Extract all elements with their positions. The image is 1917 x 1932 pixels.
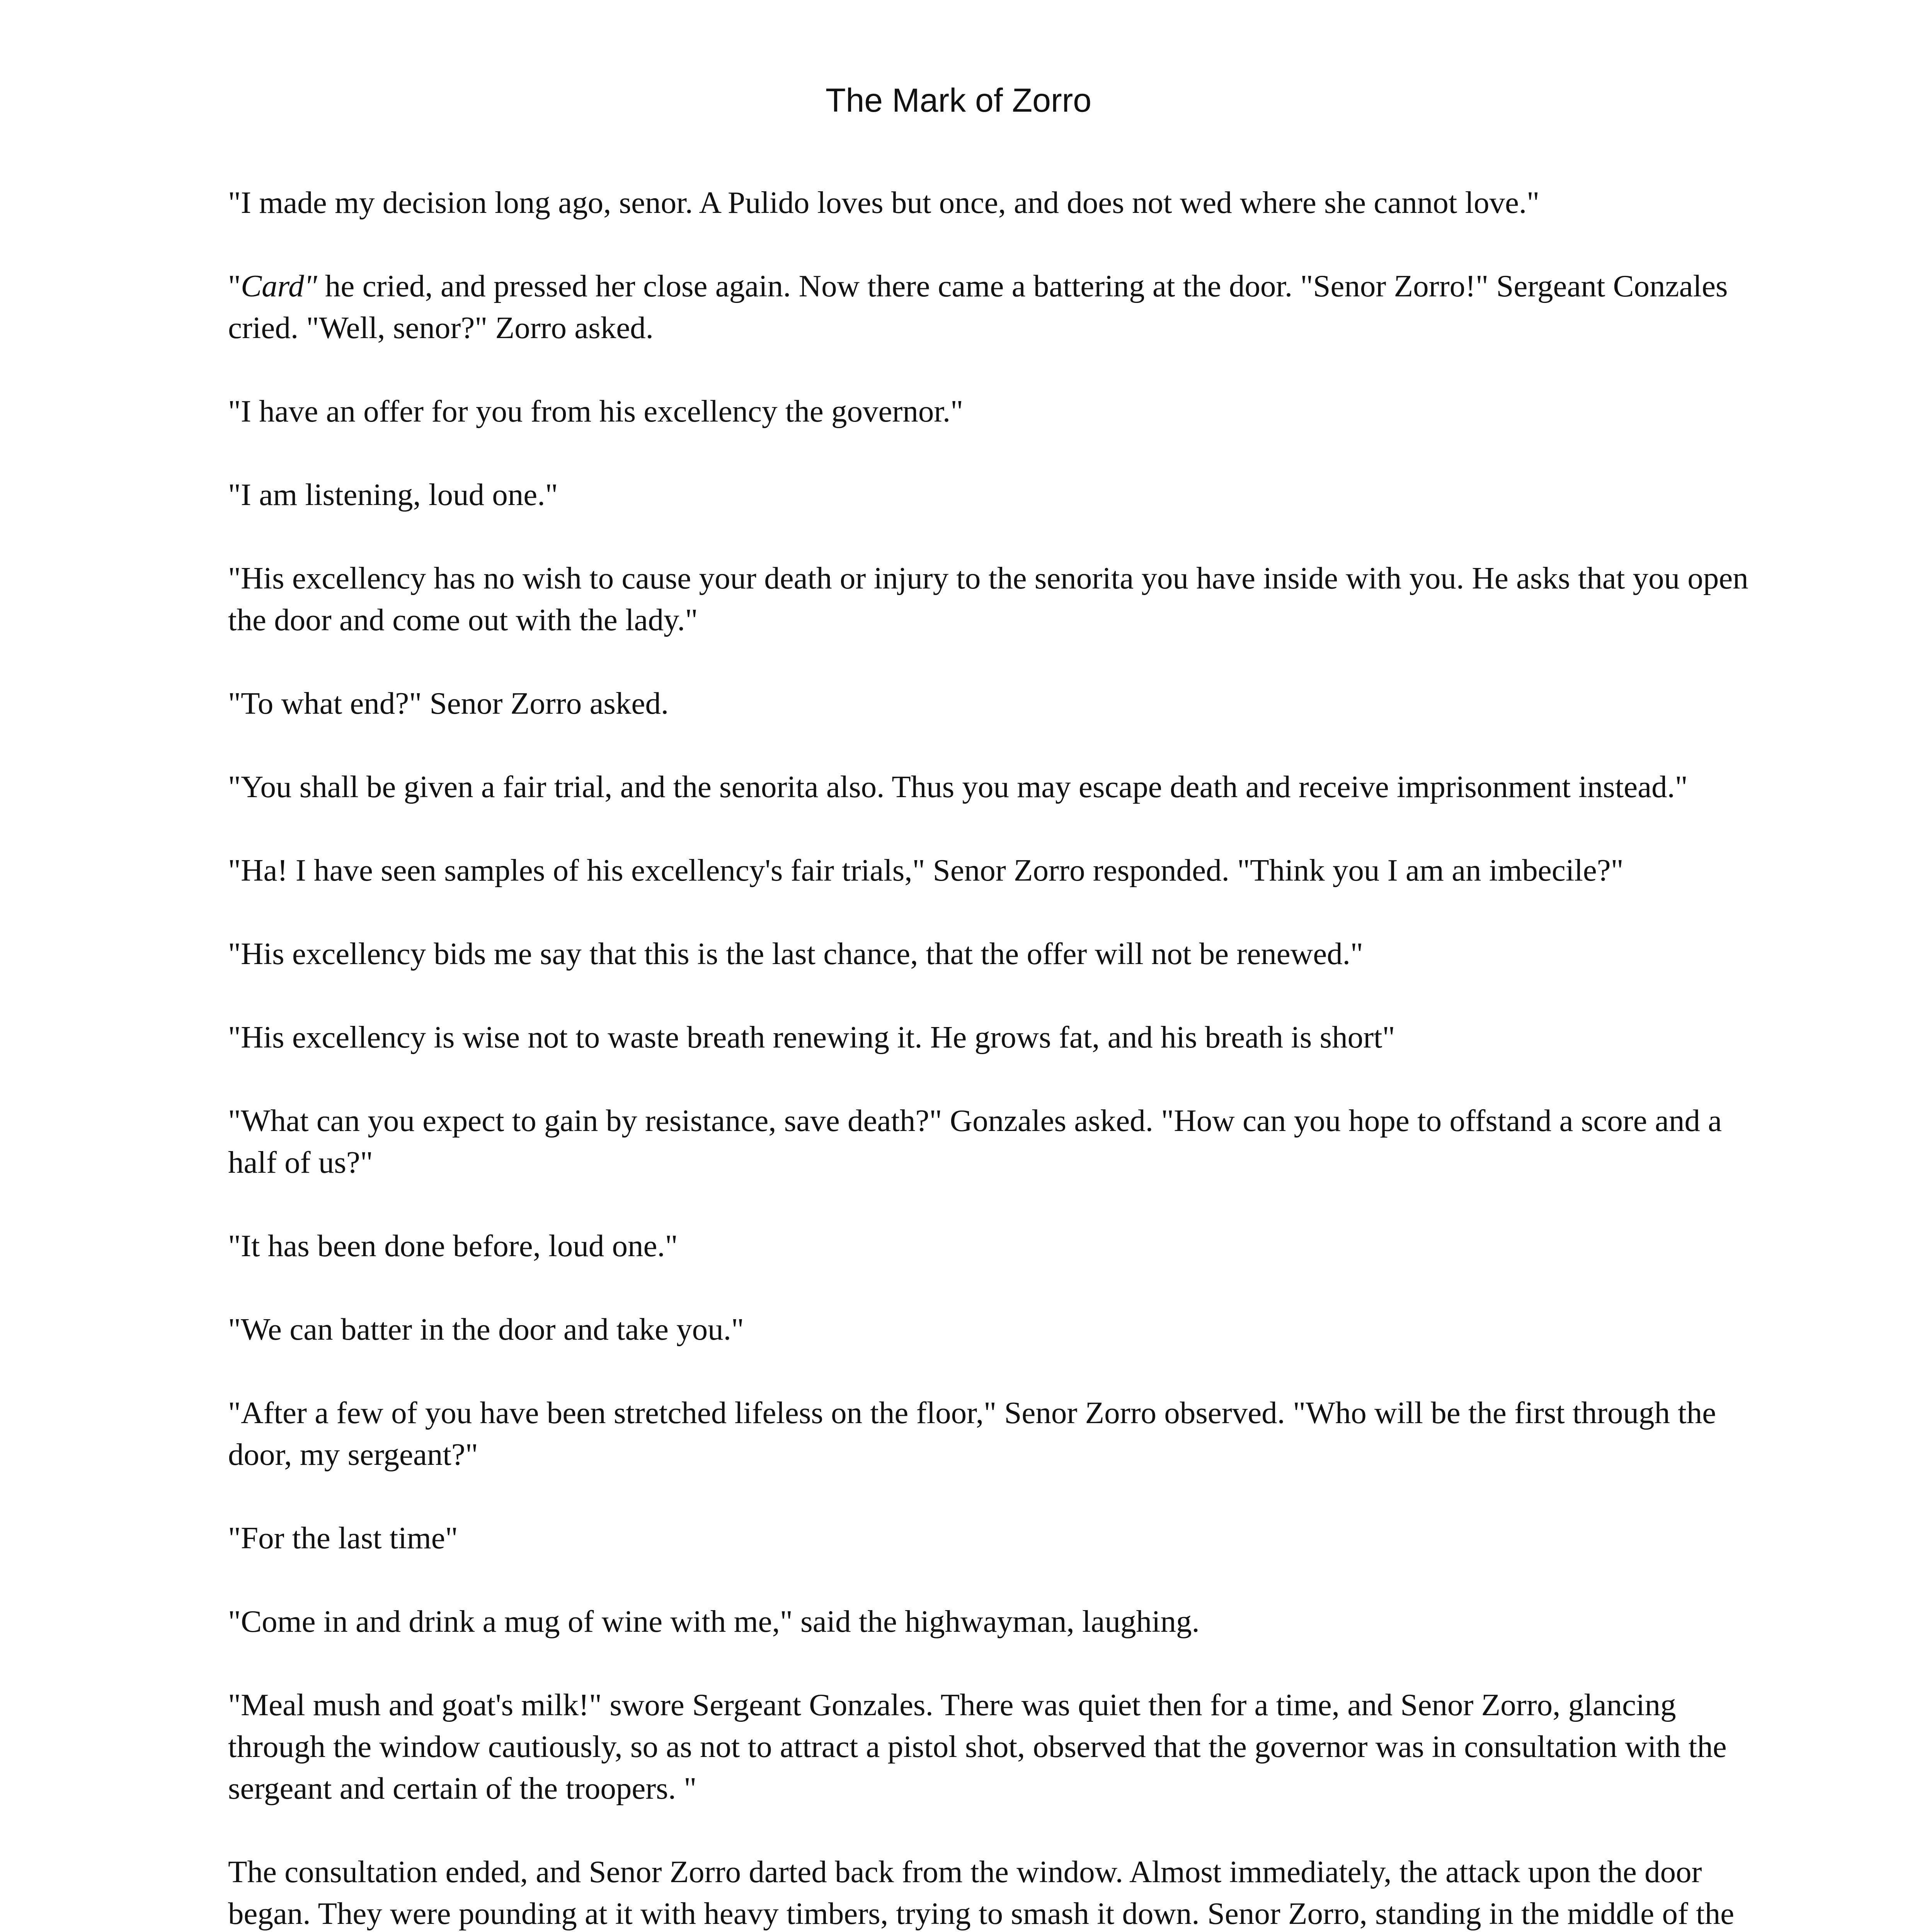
paragraph: "His excellency is wise not to waste breath renewing it. He grows fat, and his breath is short" xyxy=(228,1020,1395,1054)
paragraph: "What can you expect to gain by resistance, save death?" Gonzales asked. "How can you hope to offstand a score and a half of us?" xyxy=(228,1103,1722,1180)
paragraph xyxy=(228,265,1759,349)
paragraph: "To what end?" Senor Zorro asked. xyxy=(228,686,669,721)
paragraph: "His excellency has no wish to cause your death or injury to the senorita you have inside with you. He asks that you open the door and come out with the lady." xyxy=(228,561,1748,637)
paragraph: "Come in and drink a mug of wine with me," said the highwayman, laughing. xyxy=(228,1604,1200,1639)
paragraph: "I made my decision long ago, senor. A Pulido loves but once, and does not wed where she cannot love." xyxy=(228,185,1540,220)
paragraph: "After a few of you have been stretched lifeless on the floor," Senor Zorro observed. "Who will be the first through the door, my sergeant?" xyxy=(228,1395,1716,1472)
paragraph: "We can batter in the door and take you." xyxy=(228,1312,744,1347)
paragraph-open-quote: " xyxy=(228,269,241,303)
paragraph: "For the last time" xyxy=(228,1520,458,1555)
paragraph: "I am listening, loud one." xyxy=(228,477,558,512)
paragraph: The consultation ended, and Senor Zorro darted back from the window. Almost immediately, the attack upon the door began. They were pounding at it with heavy timbers, trying to smash it down. Senor Zorro, standing in the middle of the xyxy=(228,1854,1735,1931)
paragraph: "It has been done before, loud one." xyxy=(228,1228,678,1263)
chapter-body xyxy=(228,182,1759,1932)
paragraph-rest: he cried, and pressed her close again. Now there came a battering at the door. "Senor Zorro!" Sergeant Conzales cried. "Well, senor?" Zorro asked. xyxy=(228,269,1728,345)
paragraph: "Ha! I have seen samples of his excellency's fair trials," Senor Zorro responded. "Think you I am an imbecile?" xyxy=(228,853,1624,888)
italic-word: Card" xyxy=(241,269,317,303)
paragraph: "I have an offer for you from his excellency the governor." xyxy=(228,394,964,429)
paragraph: "Meal mush and goat's milk!" swore Sergeant Gonzales. There was quiet then for a time, and Senor Zorro, glancing through the window cautiously, so as not to attract a pistol shot, observed that the governor was in consultation with the sergeant and certain of the troopers. " xyxy=(228,1687,1727,1806)
page-header xyxy=(0,79,1917,122)
paragraph: "His excellency bids me say that this is the last chance, that the offer will not be renewed." xyxy=(228,936,1364,971)
book-title: The Mark of Zorro xyxy=(825,82,1092,119)
paragraph: "You shall be given a fair trial, and the senorita also. Thus you may escape death and receive imprisonment instead." xyxy=(228,769,1688,804)
